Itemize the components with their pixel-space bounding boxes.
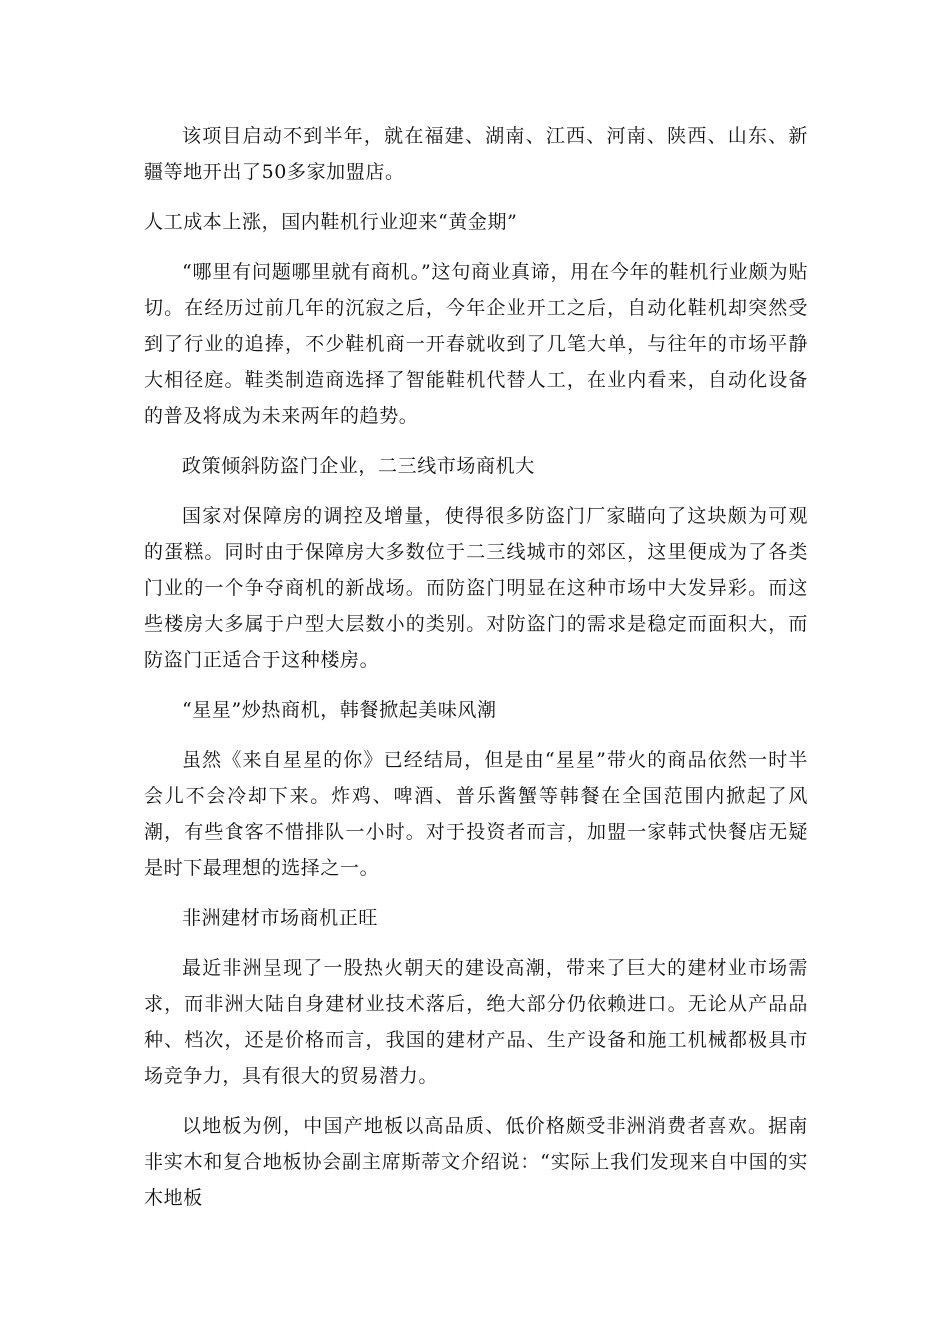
paragraph-security-door: 国家对保障房的调控及增量，使得很多防盗门厂家瞄向了这块颇为可观的蛋糕。同时由于保障房大多数位于二三线城市的郊区，这里便成为了各类门业的一个争夺商机的新战场。而防盗门明显在这种市场中大发异彩。而这些楼房大多属于户型大层数小的类别。对防盗门的需求是稳定而面积大，而防盗门正适合于这种楼房。 [144, 505, 808, 671]
heading-security-door: 政策倾斜防盗门企业，二三线市场商机大 [182, 455, 535, 477]
paragraph-korean-food: 虽然《来自星星的你》已经结局，但是由“星星”带火的商品依然一时半会儿不会冷却下来。炸鸡、啤酒、普乐酱蟹等韩餐在全国范围内掀起了风潮，有些食客不惜排队一小时。对于投资者而言，加盟一家韩式快餐店无疑是时下最理想的选择之一。 [144, 749, 808, 879]
paragraph-shoe-machine: “哪里有问题哪里就有商机。”这句商业真谛，用在今年的鞋机行业颇为贴切。在经历过前几年的沉寂之后，今年企业开工之后，自动化鞋机却突然受到了行业的追捧，不少鞋机商一开春就收到了几笔大单，与往年的市场平静大相径庭。鞋类制造商选择了智能鞋机代替人工，在业内看来，自动化设备的普及将成为未来两年的趋势。 [144, 261, 808, 427]
heading-africa-building-materials: 非洲建材市场商机正旺 [182, 907, 379, 929]
heading-korean-food: “星星”炒热商机，韩餐掀起美味风潮 [182, 699, 497, 721]
heading-shoe-machine: 人工成本上涨，国内鞋机行业迎来“黄金期” [144, 211, 518, 233]
paragraph-flooring: 以地板为例，中国产地板以高品质、低价格颇受非洲消费者喜欢。据南非实木和复合地板协会副主席斯蒂文介绍说：“实际上我们发现来自中国的实木地板 [144, 1115, 808, 1209]
paragraph-franchise-stores: 该项目启动不到半年，就在福建、湖南、江西、河南、陕西、山东、新疆等地开出了50多家加盟店。 [144, 125, 808, 183]
document-page [144, 118, 808, 1216]
paragraph-africa-building-materials: 最近非洲呈现了一股热火朝天的建设高潮，带来了巨大的建材业市场需求，而非洲大陆自身建材业技术落后，绝大部分仍依赖进口。无论从产品品种、档次，还是价格而言，我国的建材产品、生产设备和施工机械都极具市场竞争力，具有很大的贸易潜力。 [144, 957, 808, 1087]
